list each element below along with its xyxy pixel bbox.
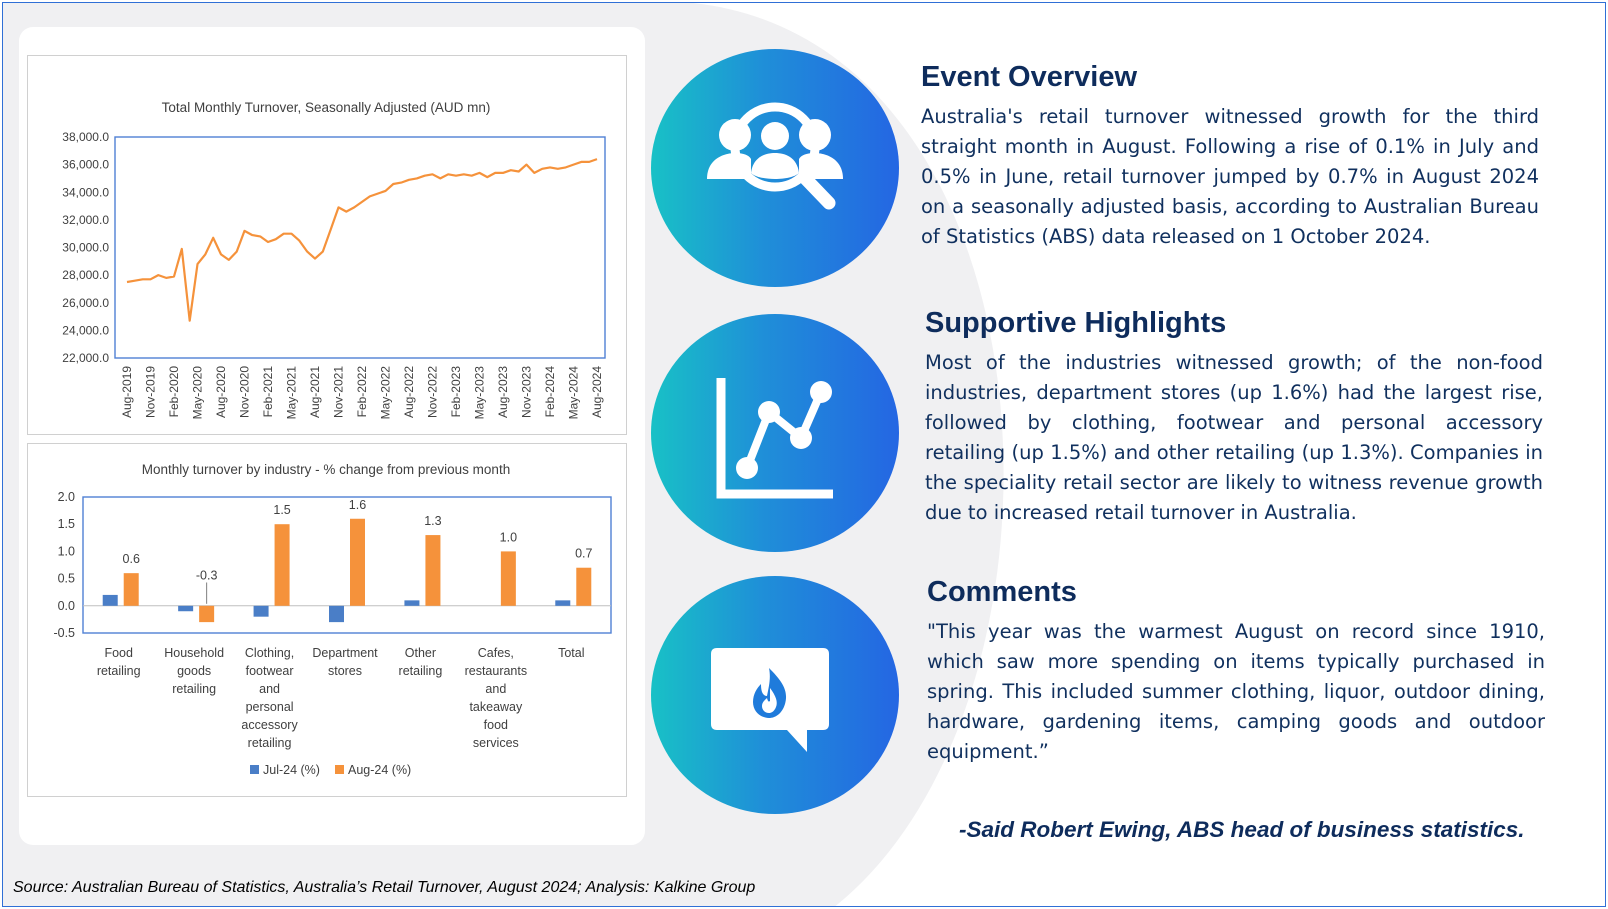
bar-data-label: -0.3	[195, 568, 218, 583]
line-x-tick-label: Aug-2024	[590, 366, 604, 419]
line-y-tick-label: 28,000.0	[62, 268, 109, 283]
bar-category-label: goods	[177, 664, 212, 678]
bar-category-label: restaurants	[464, 664, 528, 678]
legend-label: Jul-24 (%)	[263, 763, 320, 777]
bar-category-label: and	[485, 682, 507, 696]
legend-label: Aug-24 (%)	[348, 763, 412, 777]
bar-category-label: Total	[558, 646, 585, 660]
bar-y-tick-label: 1.0	[57, 544, 75, 559]
line-x-tick-label: Nov-2023	[519, 366, 534, 419]
line-x-tick-label: Aug-2021	[308, 366, 322, 419]
bar-category-label: retailing	[247, 736, 292, 750]
bar-category-label: retailing	[172, 682, 217, 696]
legend-swatch	[335, 765, 344, 774]
bar-category-label: Clothing,	[244, 646, 295, 660]
bar-category-label: retailing	[96, 664, 141, 678]
bar-chart-box	[27, 443, 627, 797]
line-x-tick-label: May-2023	[472, 366, 487, 420]
line-x-tick-label: Nov-2021	[331, 366, 346, 419]
highlights-heading: Supportive Highlights	[925, 307, 1227, 339]
line-x-tick-label: Feb-2022	[355, 366, 369, 418]
bar-category-label: food	[483, 718, 509, 732]
bar-aug	[425, 535, 440, 606]
bar-jul	[178, 606, 193, 611]
highlights-icon-circle	[651, 314, 899, 552]
line-x-tick-label: Aug-2022	[402, 366, 416, 419]
line-chart-box	[27, 55, 627, 435]
bar-data-label: 1.5	[273, 503, 291, 518]
line-x-tick-label: Nov-2019	[143, 366, 158, 419]
overview-section	[921, 61, 1539, 252]
line-x-tick-label: Nov-2020	[237, 366, 252, 419]
bar-aug	[199, 606, 214, 622]
line-x-tick-label: Feb-2021	[261, 366, 275, 418]
bar-jul	[404, 600, 419, 605]
line-x-tick-label: Feb-2024	[543, 366, 557, 418]
line-y-tick-label: 32,000.0	[62, 212, 109, 227]
bar-data-label: 1.6	[348, 497, 367, 512]
bar-category-label: retailing	[398, 664, 443, 678]
line-x-tick-label: Feb-2020	[167, 366, 181, 418]
line-x-tick-label: May-2020	[190, 366, 205, 420]
people-search-icon	[651, 49, 899, 287]
line-chart	[28, 56, 626, 434]
comments-heading: Comments	[927, 576, 1077, 608]
bar-y-tick-label: 1.5	[57, 517, 75, 532]
line-y-tick-label: 24,000.0	[62, 323, 109, 338]
bar-jul	[329, 606, 344, 622]
bar-plot-area	[83, 497, 611, 633]
bar-data-label: 0.7	[575, 546, 593, 561]
bar-chart-title: Monthly turnover by industry - % change from previous month	[141, 462, 511, 477]
line-x-tick-label: Feb-2023	[449, 366, 463, 418]
chart-panel	[19, 27, 645, 845]
bar-category-label: footwear	[245, 664, 294, 678]
bar-jul	[254, 606, 269, 617]
bar-jul	[555, 600, 570, 605]
line-y-tick-label: 30,000.0	[62, 240, 109, 255]
line-x-tick-label: May-2022	[378, 366, 393, 420]
line-chart-title: Total Monthly Turnover, Seasonally Adjusted (AUD mn)	[161, 100, 491, 115]
bar-chart	[28, 444, 626, 796]
bar-category-label: Department	[312, 646, 378, 660]
bar-y-tick-label: 0.5	[57, 571, 75, 586]
bar-y-tick-label: -0.5	[53, 626, 75, 640]
comments-icon-circle	[651, 576, 899, 814]
bar-y-tick-label: 2.0	[57, 490, 75, 504]
bar-category-label: personal	[245, 700, 294, 714]
line-y-tick-label: 38,000.0	[62, 130, 109, 144]
bar-aug	[350, 519, 365, 606]
line-x-tick-label: May-2021	[284, 366, 299, 420]
bar-category-label: services	[472, 736, 519, 750]
bar-category-label: stores	[327, 664, 363, 678]
comments-body: "This year was the warmest August on record since 1910, which saw more spending on items typically purchased in spring. This included summer clothing, liquor, outdoor dining, hardware, gardening items, camping goods and outdoor equipment.”	[927, 620, 1545, 763]
bar-category-label: and	[259, 682, 281, 696]
bar-jul	[103, 595, 118, 606]
bar-aug	[124, 573, 139, 606]
line-y-tick-label: 26,000.0	[62, 295, 109, 310]
turnover-line	[127, 159, 597, 321]
bar-data-label: 1.0	[499, 530, 518, 545]
bar-category-label: accessory	[241, 718, 298, 732]
line-chart-icon	[651, 314, 899, 552]
line-x-tick-label: Nov-2022	[425, 366, 440, 419]
overview-icon-circle	[651, 49, 899, 287]
bar-y-tick-label: 0.0	[57, 598, 75, 613]
bar-data-label: 1.3	[424, 514, 442, 529]
legend-swatch	[250, 765, 259, 774]
source-note: Source: Australian Bureau of Statistics, Australia’s Retail Turnover, August 2024; Analysis: Kalkine Group	[13, 879, 756, 896]
quote-attribution: -Said Robert Ewing, ABS head of business statistics.	[959, 817, 1525, 842]
infographic-frame	[2, 2, 1606, 907]
line-x-tick-label: May-2024	[566, 366, 581, 420]
highlights-section	[925, 307, 1543, 528]
line-y-tick-label: 36,000.0	[62, 157, 109, 172]
bar-aug	[275, 524, 290, 606]
bar-category-label: Food	[104, 646, 133, 660]
overview-body: Australia's retail turnover witnessed growth for the third straight month in August. Following a rise of 0.1% in July and 0.5% in June, retail turnover jumped by 0.7% in August 2024 on a seasonally adjusted basis, according to Australian Bureau of Statistics (ABS) data released on 1 October 2024.	[921, 105, 1539, 248]
bar-category-label: Other	[404, 646, 437, 660]
comments-section	[927, 576, 1545, 767]
bar-category-label: Cafes,	[477, 646, 514, 660]
line-y-tick-label: 34,000.0	[62, 185, 109, 200]
line-x-tick-label: Aug-2019	[120, 366, 134, 419]
bar-data-label: 0.6	[122, 552, 140, 567]
speech-bubble-flame-icon	[651, 576, 899, 814]
highlights-body: Most of the industries witnessed growth; of the non-food industries, department stores (up 1.6%) had the largest rise, followed by clothing, footwear and personal accessory retailing (up 1.5%) and other retailing (up 1.3%). Companies in the speciality retail sector are likely to witness revenue growth due to increased retail turnover in Australia.	[925, 351, 1543, 524]
bar-aug	[501, 551, 516, 605]
bar-category-label: takeaway	[469, 700, 523, 714]
line-x-tick-label: Aug-2020	[214, 366, 228, 419]
line-x-tick-label: Aug-2023	[496, 366, 510, 419]
overview-heading: Event Overview	[921, 61, 1137, 93]
bar-aug	[576, 568, 591, 606]
bar-category-label: Household	[164, 646, 225, 660]
line-y-tick-label: 22,000.0	[62, 351, 109, 365]
